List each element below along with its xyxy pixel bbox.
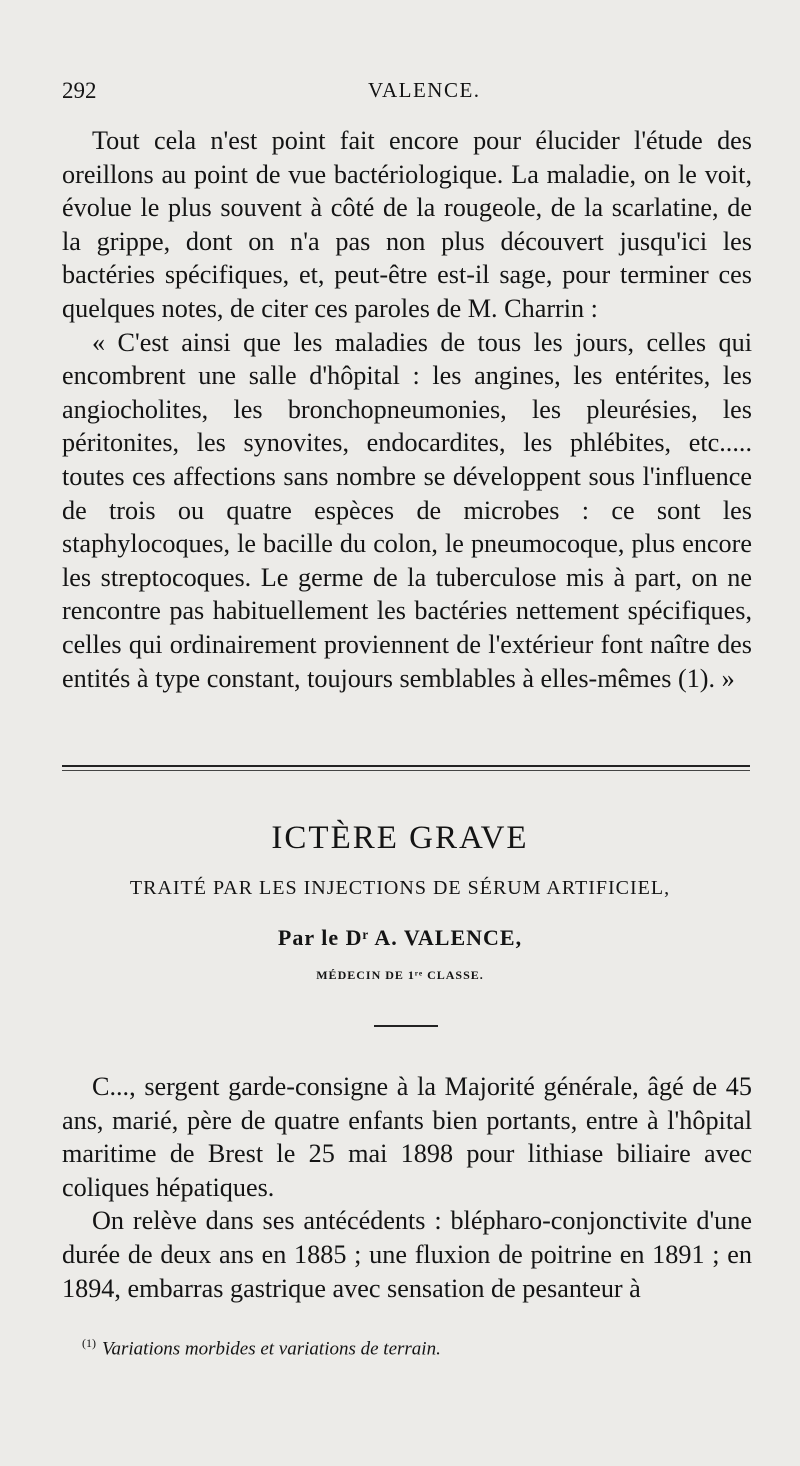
footnote-mark: (1) — [82, 1336, 96, 1350]
footnote — [82, 1336, 441, 1360]
paragraph: C..., sergent garde-consigne à la Majorité générale, âgé de 45 ans, marié, père de quatre enfants bien portants, entre à l'hôpital maritime de Brest le 25 mai 1898 pour lithiase biliaire avec coliques hépatiques. — [62, 1072, 752, 1202]
article-title: ICTÈRE GRAVE — [271, 820, 529, 856]
running-head: VALENCE. — [368, 78, 481, 102]
page-header — [62, 78, 738, 108]
paragraph: Tout cela n'est point fait encore pour élucider l'étude des oreillons au point de vue bactériologique. La maladie, on le voit, évolue le plus souvent à côté de la rougeole, de la scarlatine, de la grippe, dont on n'a pas non plus découvert jusqu'ici les bactéries spécifiques, et, peut-être est-il sage, pour terminer ces quelques notes, de citer ces paroles de M. Charrin : — [62, 126, 752, 323]
footnote-text: Variations morbides et variations de terrain. — [102, 1338, 441, 1360]
article-subtitle: TRAITÉ PAR LES INJECTIONS DE SÉRUM ARTIFICIEL, — [129, 877, 671, 899]
quote-paragraph: « C'est ainsi que les maladies de tous les jours, celles qui encombrent une salle d'hôpital : les angines, les entérites, les angiocholites, les bronchopneumonies, les pleurésies, les péritonites, les synovites, endocardites, les phlébites, etc..... toutes ces affections sans nombre se développent sous l'influence de trois ou quatre espèces de microbes : ce sont les staphylocoques, le bacille du colon, le pneumocoque, plus encore les streptocoques. Le germe de la tuberculose mis à part, on ne rencontre pas habituellement les bactéries nettement spécifiques, celles qui ordinairement proviennent de l'extérieur font naître des entités à type constant, toujours semblables à elles-mêmes (1). » — [62, 327, 752, 693]
previous-article-text — [62, 124, 752, 695]
title-rule — [374, 1025, 438, 1027]
page-number: 292 — [62, 78, 97, 103]
section-divider — [62, 765, 750, 767]
section-divider-thin — [62, 770, 750, 771]
paragraph: On relève dans ses antécédents : blépharo-conjonctivite d'une durée de deux ans en 1885 ; une fluxion de poitrine en 1891 ; en 1894, embarras gastrique avec sensation de pesanteur à — [62, 1206, 752, 1303]
article-author: Par le Dʳ A. VALENCE, — [277, 925, 523, 950]
article-text — [62, 1070, 752, 1305]
author-rank: MÉDECIN DE 1ʳᵉ CLASSE. — [316, 968, 484, 982]
